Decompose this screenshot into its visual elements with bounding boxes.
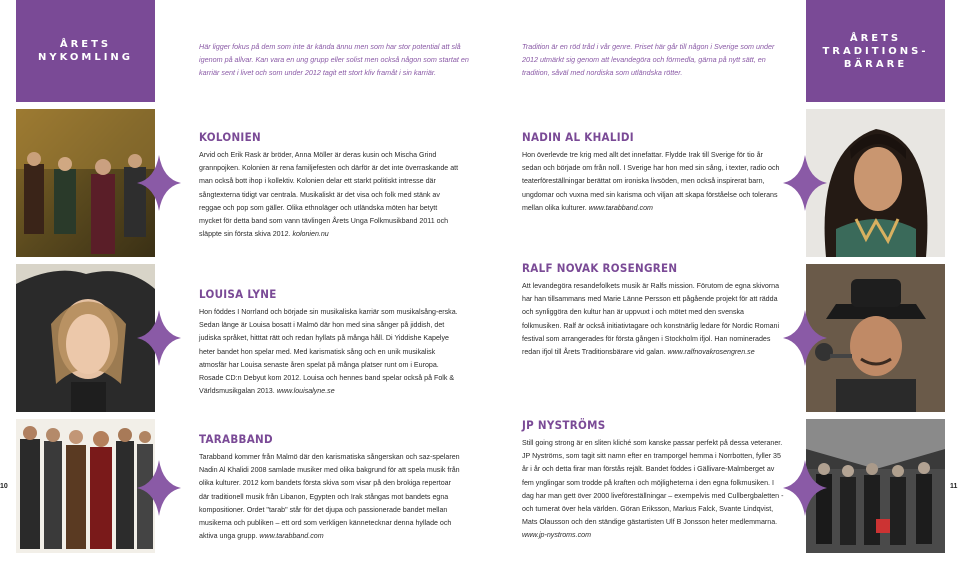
section-tarabband [199, 432, 461, 543]
section-louisa-lyne [199, 287, 461, 398]
four-point-star-icon [783, 155, 827, 211]
section-title: RALF NOVAK ROSENGREN [522, 261, 678, 275]
website-link[interactable]: kolonien.nu [292, 230, 329, 239]
section-body: Att levandegöra resandefolkets musik är Ralfs mission. Förutom de egna skivorna har han tillsammans med Marie Länne Persson ett pågående projekt för att rädda och synliggöra den kultur han är uppvuxt i och mötet med den svenska folkmusiken. Ralf är också initiativtagare och konstnärlig ledare för Nordic Romani festival som arrangerades för första gången i Stockholm ifjol. Han nominerades redan ifjol till Årets Traditionsbärare vid galan. www.ralfnovakrosengren.se [522, 282, 780, 357]
page-number-left: 10 [0, 483, 8, 490]
section-title: TARABBAND [199, 432, 273, 446]
website-link[interactable]: www.tarabband.com [588, 203, 653, 212]
website-link[interactable]: www.ralfnovakrosengren.se [667, 348, 755, 357]
page-number-right: 11 [950, 483, 958, 490]
section-title: JP NYSTRÖMS [522, 418, 606, 432]
section-nadin-al-khalidi [522, 130, 784, 215]
section-title: NADIN AL KHALIDI [522, 130, 634, 144]
website-link[interactable]: www.tarabband.com [259, 532, 324, 541]
four-point-star-icon [137, 460, 181, 516]
four-point-star-icon [783, 310, 827, 366]
section-body: Still going strong är en sliten kliché som kanske passar perfekt på dessa veteraner. JP Nyströms, som tagit sitt namn efter en tramporgel hemma i Norrbotten, fyller 35 år i år och detta firar man förstås rejält. Bandet föddes i Gällivare-Malmberget av fem ynglingar som trodde på kraften och möjligheterna i den egna folkmusiken. I dag har man gett över 2000 liveföreställningar – exempelvis med Cullbergbaletten - och turnerat över hela världen. Göran Eriksson, Markus Falck, Svante Lindqvist, Mats Olausson och den ständige gästartisten Ulf B Jonsson heter medlemmarna. www.jp-nystroms.com [522, 439, 784, 540]
section-kolonien [199, 130, 461, 241]
section-title: KOLONIEN [199, 130, 261, 144]
kolonien-photo [16, 109, 155, 257]
intro-tradition: Tradition är en röd tråd i vår genre. Priset här går till någon i Sverige som under 2012 utmärkt sig genom att levandegöra och förmedla, gärna på nytt sätt, en tradition, såväl med nordiska som utländska rötter. [522, 42, 775, 77]
four-point-star-icon [137, 155, 181, 211]
section-body: Hon överlevde tre krig med allt det innefattar. Flydde Irak till Sverige för tio år sedan och började om från noll. I Sverige har hon med sin sång, i texter, radio och teaterföreställningar berättat om ironiska livsöden, men också inspirerat barn, ungdomar och vuxna med sin karisma och viljan att skapa förståelse och tolerans mellan olika kulturer. www.tarabband.com [522, 151, 780, 212]
section-body: Tarabband kommer från Malmö där den karismatiska sångerskan och saz-spelaren Nadin Al Khalidi 2008 samlade musiker med olika bakgrund för att spela musik från olika kulturer. 2012 kom bandets första skiva som visar på den brokiga repertoar där traditionell musik från Libanon, Egypten och Irak stångas mot bandets egna kompositioner. Ordet "tarab" står för det djupa och passionerade bandet mellan musikerna och publiken – ett ord som verkligen kännetecknar denna hyllade och aktiva unga grupp. www.tarabband.com [199, 453, 460, 541]
section-title: LOUISA LYNE [199, 287, 277, 301]
intro-newcomer: Här ligger fokus på dem som inte är kända ännu men som har stor potential att slå igenom på allvar. Kan vara en ung grupp eller solist men också någon som startat en karriär sent i livet och som under 2012 tagit ett stort kliv framåt i sin karriär. [199, 42, 469, 77]
website-link[interactable]: www.jp-nystroms.com [522, 531, 591, 540]
four-point-star-icon [137, 310, 181, 366]
award-banner-newcomer: ÅRETS NYKOMLING [16, 0, 155, 102]
section-body: Arvid och Erik Rask är bröder, Anna Möller är deras kusin och Mischa Grind grannpojken. Kolonien är rena familjefesten och därför är det inte överraskande att man också bott ihop i kollektiv. Kolonien delar ett starkt politiskt intresse där sångtexterna tidigt var centrala. Musikaliskt är det visa och folk med stänk av reggae och pop som gäller. Olika ethnoläger och utländska möten har betytt mycket för detta band som vann tävlingen Årets Unga Folkmusikband 2011 och släppte sin första skiva 2012. kolonien.nu [199, 151, 459, 239]
louisa-lyne-photo [16, 264, 155, 412]
tarabband-photo [16, 419, 155, 553]
section-body: Hon föddes I Norrland och började sin musikaliska karriär som musikalsång-erska. Sedan länge är Louisa bosatt i Malmö där hon med sina sånger på jiddish, det judiska språket, hitttat rätt och redan hyllats på många håll. Di Yiddishe Kapelye heter bandet hon spelar med. Med karismatisk sång och en unik musikalisk atmosfär har Louisa senaste åren spelat på många platser runt om i Europa. Rosade CD:n Debyut kom 2012. Louisa och hennes band spelar också på Folk & Världsmusikgalan 2013. www.louisalyne.se [199, 308, 458, 396]
four-point-star-icon [783, 460, 827, 516]
award-banner-tradition: ÅRETS TRADITIONS- BÄRARE [806, 0, 945, 102]
section-ralf-novak-rosengren [522, 261, 784, 359]
website-link[interactable]: www.louisalyne.se [276, 387, 335, 396]
section-jp-nystroms [522, 418, 784, 543]
